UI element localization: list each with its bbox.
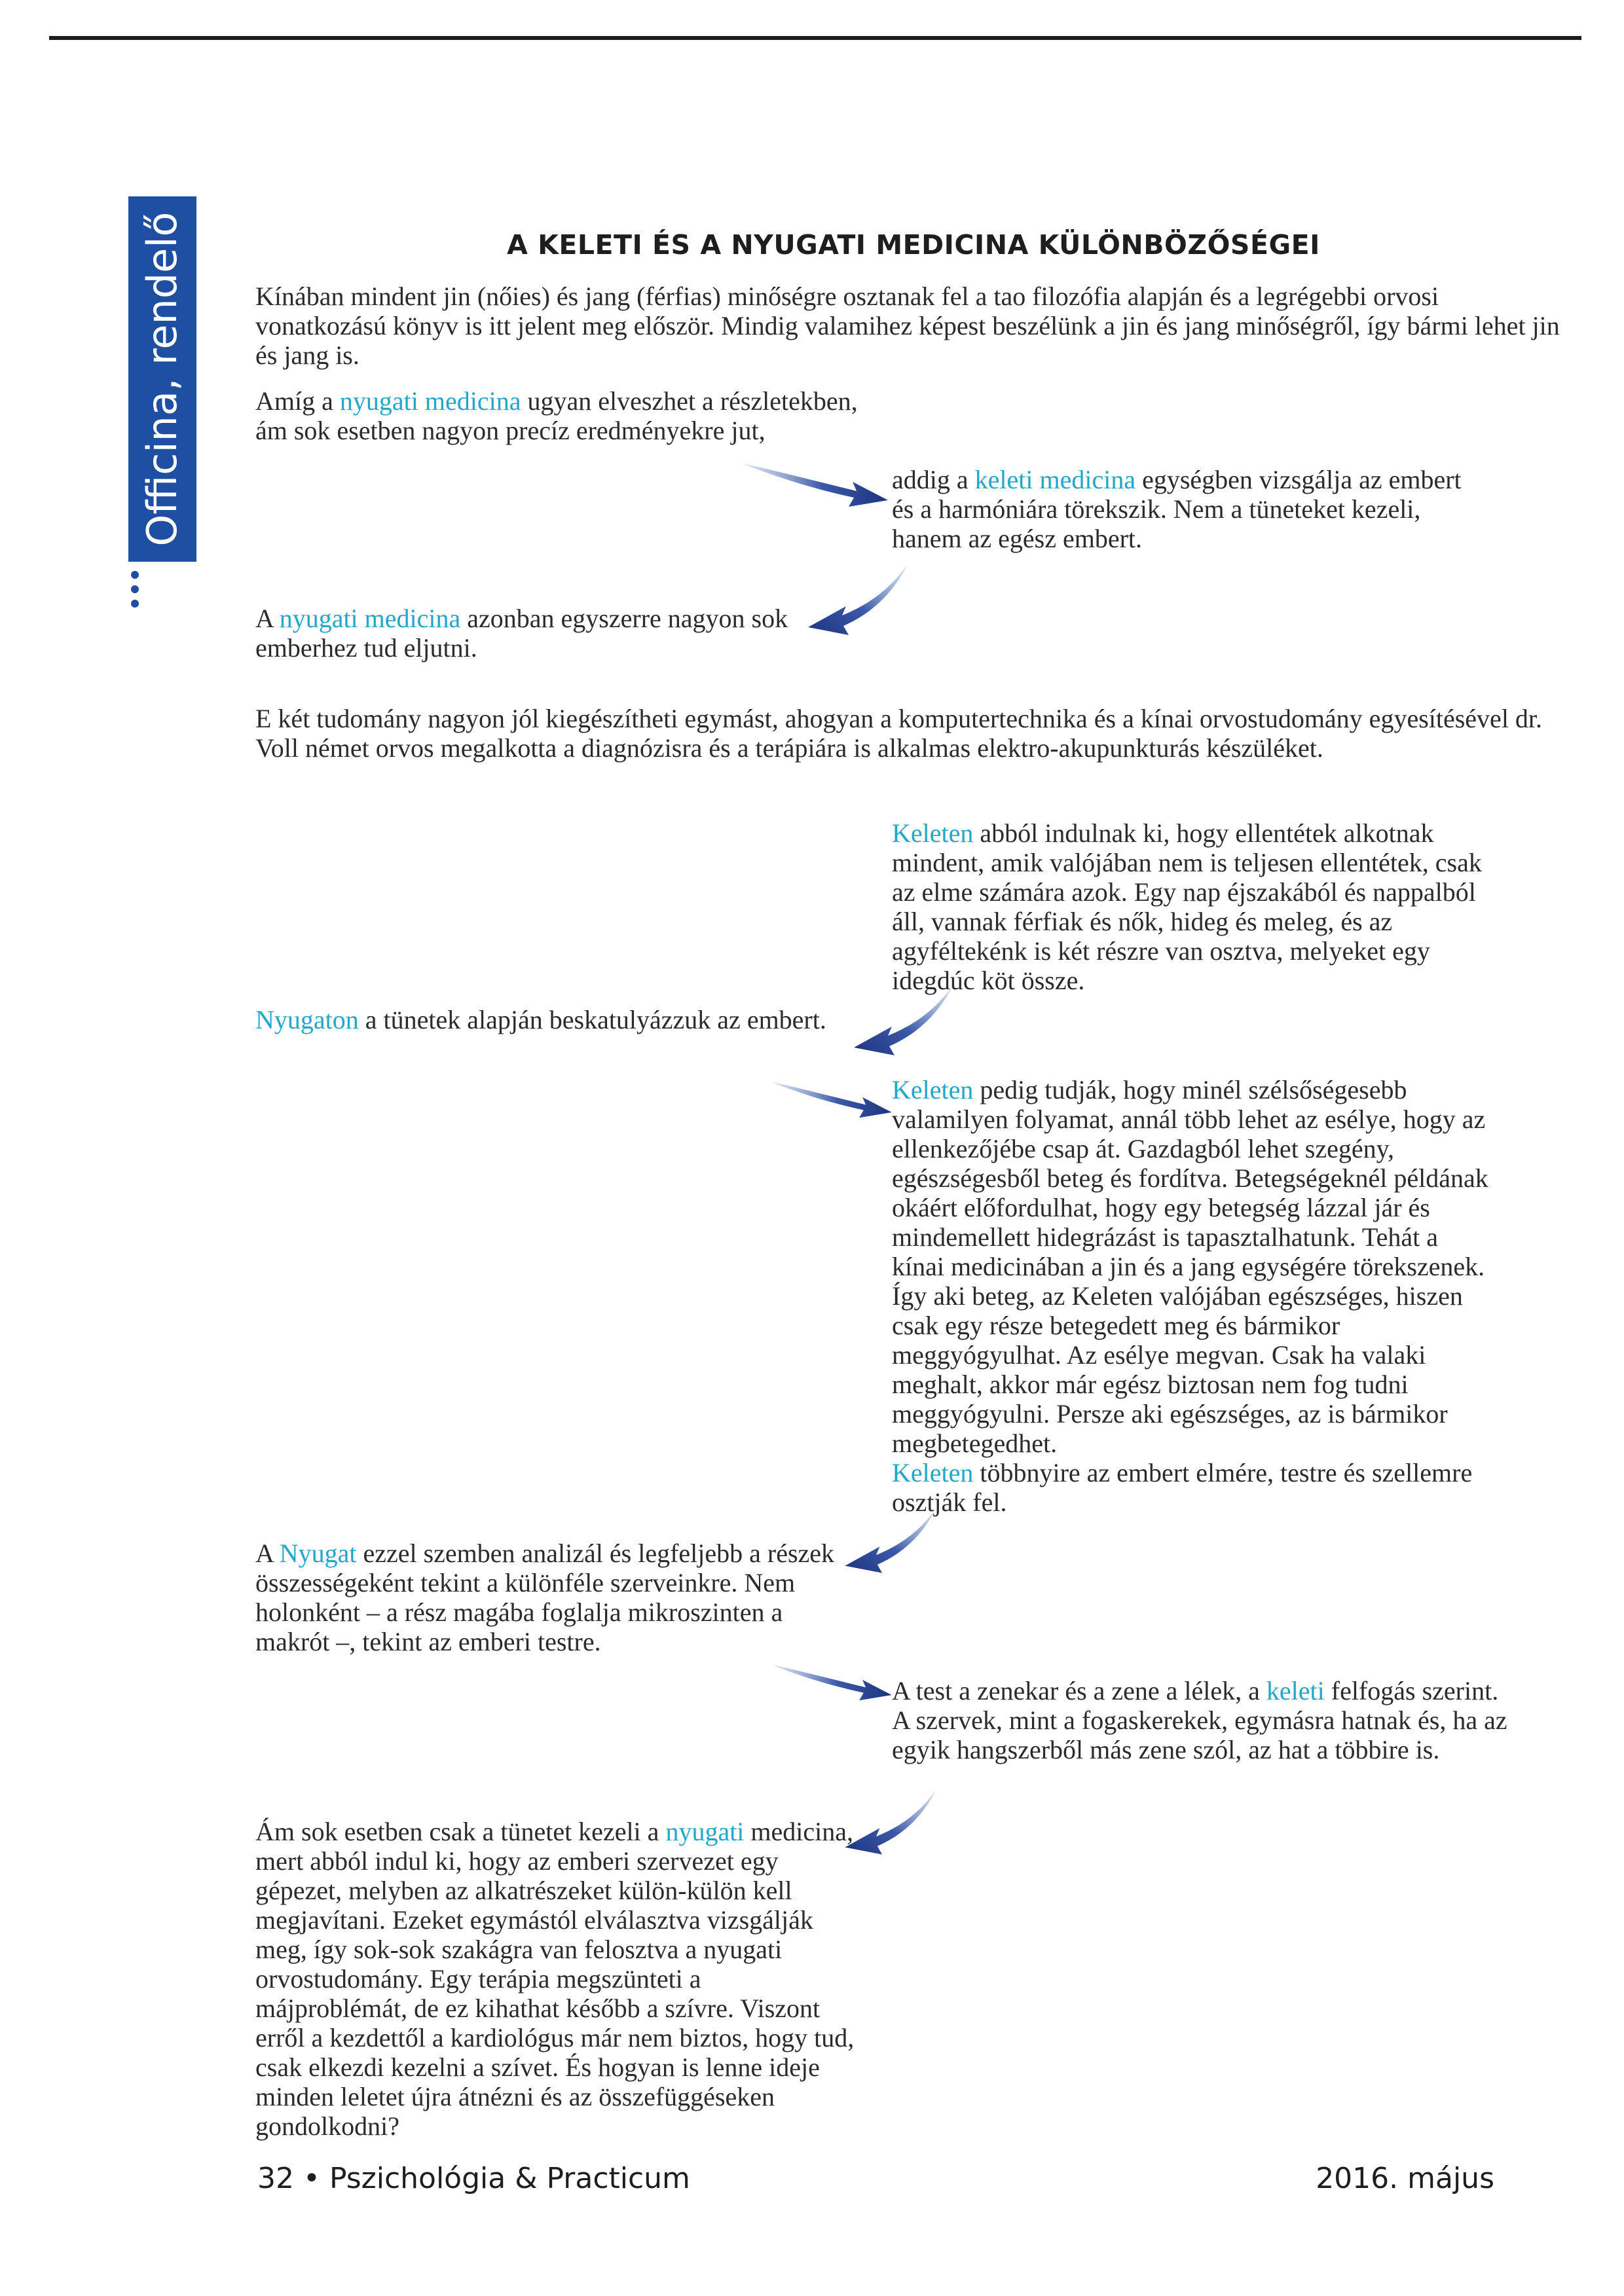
- dot-icon: [131, 571, 139, 579]
- highlight-term: keleti: [1266, 1676, 1325, 1705]
- paragraph-east-extremes: Keleten pedig tudják, hogy minél szélsőségesebb valamilyen folyamat, annál több lehet az esélye, hogy az ellenkezőjébe csap át. Gazdagból lehet szegény, egészségesből beteg és fordítva. Betegségeknél példának okáért előfordulhat, hogy egy betegség lázzal jár és mindemellett hidegrázást is tapasztalhatunk. Tehát a kínai medicinában a jin és a jang egységére törekszenek. Így aki beteg, az Keleten valójában egészséges, hiszen csak egy része betegedett meg és bármikor meggyógyulhat. Az esélye megvan. Csak ha valaki meghalt, akkor már egész biztosan nem fog tudni meggyógyulni. Persze aki egészséges, az is bármikor megbetegedhet. Keleten többnyire az embert elmére, testre és szellemre osztják fel.: [892, 1075, 1488, 1517]
- intro-paragraph: Kínában mindent jin (nőies) és jang (férfias) minőségre osztanak fel a tao filozófia alapján és a legrégebbi orvosi vonatkozású könyv is itt jelent meg először. Mindig valamihez képest beszélünk a jin és jang minőségről, így bármi lehet jin és jang is.: [255, 282, 1560, 370]
- paragraph-west-mechanism: Ám sok esetben csak a tünetet kezeli a nyugati medicina, mert abból indul ki, hogy az emberi szervezet egy gépezet, melyben az alkatrészeket külön-külön kell megjavítani. Ezeket egymástól elválasztva vizsgálják meg, így sok-sok szakágra van felosztva a nyugati orvostudomány. Egy terápia megszünteti a májproblémát, de ez kihathat később a szívre. Viszont erről a kezdettől a kardiológus már nem biztos, hogy tud, csak elkezdi kezelni a szívet. És hogyan is lenne ideje minden leletet újra átnézni és az összefüggéseken gondolkodni?: [255, 1817, 855, 2141]
- footer-magazine: [257, 2162, 690, 2195]
- paragraph-complement: E két tudomány nagyon jól kiegészítheti egymást, ahogyan a komputertechnika és a kínai orvostudomány egyesítésével dr. Voll német orvos megalkotta a diagnózisra és a terápiára is alkalmas elektro-akupunkturás készüléket.: [255, 704, 1543, 763]
- dot-icon: [131, 585, 139, 593]
- paragraph-orchestra: A test a zenekar és a zene a lélek, a keleti felfogás szerint. A szervek, mint a fogaskerekek, egymásra hatnak és, ha az egyik hangszerből más zene szól, az hat a többire is.: [892, 1676, 1507, 1764]
- article-title: A KELETI ÉS A NYUGATI MEDICINA KÜLÖNBÖZŐSÉGEI: [507, 229, 1320, 261]
- highlight-term: Nyugaton: [255, 1005, 359, 1034]
- swoosh-arrow-right-icon: [740, 452, 891, 511]
- highlight-term: nyugati: [665, 1817, 745, 1846]
- paragraph-west-symptoms: Nyugaton a tünetek alapján beskatulyázzuk az embert.: [255, 1005, 826, 1034]
- swoosh-arrow-right-icon: [769, 1650, 894, 1709]
- paragraph-western-precision: Amíg a nyugati medicina ugyan elveszhet a részletekben, ám sok esetben nagyon precíz eredményekre jut,: [255, 386, 858, 445]
- swoosh-arrow-left-icon: [851, 982, 956, 1061]
- swoosh-arrow-right-icon: [769, 1067, 894, 1126]
- highlight-term: keleti medicina: [974, 465, 1136, 494]
- highlight-term: Keleten: [892, 818, 974, 848]
- separator-dot: •: [303, 2162, 320, 2195]
- swoosh-arrow-left-icon: [841, 1506, 940, 1578]
- highlight-term: nyugati medicina: [279, 604, 461, 633]
- highlight-term: nyugati medicina: [339, 386, 521, 416]
- section-label: Officina, rendelő: [138, 211, 186, 547]
- top-rule: [49, 36, 1581, 40]
- paragraph-western-reach: A nyugati medicina azonban egyszerre nagyon sok emberhez tud eljutni.: [255, 604, 788, 663]
- highlight-term: Keleten: [892, 1458, 974, 1487]
- paragraph-west-analysis: A Nyugat ezzel szemben analizál és legfeljebb a részek összességeként tekint a különféle szerveinkre. Nem holonként – a rész magába foglalja mikroszinten a makrót –, tekint az emberi testre.: [255, 1539, 835, 1656]
- highlight-term: Keleten: [892, 1075, 974, 1104]
- page-number: 32: [257, 2162, 294, 2195]
- magazine-name: Pszichológia & Practicum: [329, 2162, 690, 2195]
- paragraph-eastern-holism: addig a keleti medicina egységben vizsgálja az embert és a harmóniára törekszik. Nem a tüneteket kezeli, hanem az egész embert.: [892, 465, 1462, 553]
- dot-icon: [131, 600, 139, 608]
- highlight-term: Nyugat: [279, 1539, 357, 1568]
- paragraph-east-opposites: Keleten abból indulnak ki, hogy ellentétek alkotnak mindent, amik valójában nem is teljesen ellentétek, csak az elme számára azok. Egy nap éjszakából és nappalból áll, vannak férfiak és nők, hideg és meleg, és az agyféltekénk is két részre van osztva, melyeket egy idegdúc köt össze.: [892, 818, 1482, 995]
- footer-issue: 2016. május: [1316, 2162, 1494, 2195]
